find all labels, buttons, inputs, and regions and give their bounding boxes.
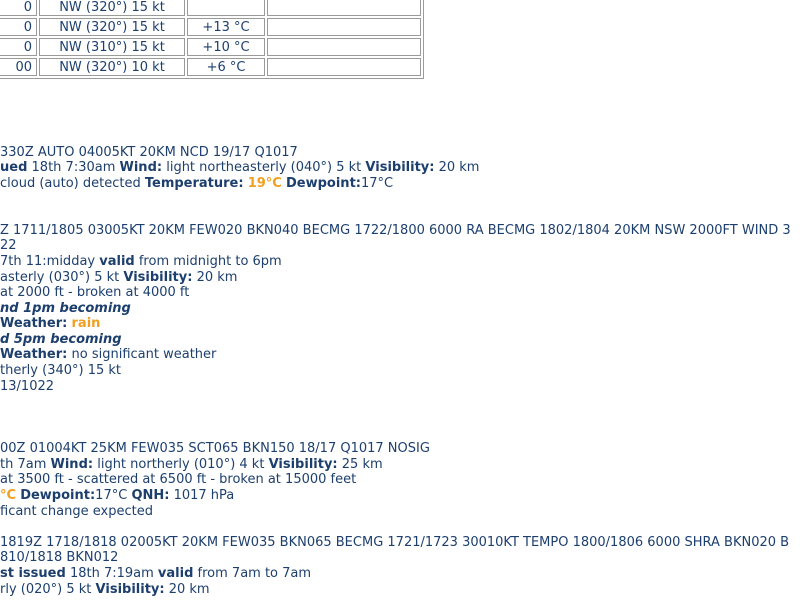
visibility-value: 20 km: [168, 582, 210, 597]
becoming-heading: d 5pm becoming: [0, 332, 122, 347]
visibility-label: Visibility:: [95, 582, 165, 597]
valid-label: valid: [99, 254, 135, 269]
qnh-text: 13/1022: [0, 379, 55, 394]
temperature-label: Temperature:: [144, 176, 244, 191]
visibility-label: Visibility:: [123, 270, 193, 285]
table-row: [0, 0, 421, 16]
visibility-value: 25 km: [341, 457, 383, 472]
weather-label: Weather:: [0, 316, 68, 331]
wind-cell: NW (320°) 15 kt: [39, 18, 185, 36]
wind-value: asterly (030°) 5 kt: [0, 270, 120, 285]
wind-value: light northeasterly (040°) 5 kt: [166, 160, 362, 175]
table-row: [0, 38, 421, 56]
wind-cell: NW (320°) 15 kt: [39, 0, 185, 16]
visibility-label: Visibility:: [365, 160, 435, 175]
temp-cell: +10 °C: [187, 38, 265, 56]
wind-forecast-table: [0, 0, 424, 79]
metar-decoded-line: [0, 160, 479, 176]
taf-raw: 1819Z 1718/1818 02005KT 20KM FEW035 BKN065 BECMG 1721/1723 30010KT TEMPO 1800/1806 6000 SHRA BKN020 B: [0, 535, 790, 550]
weather-line: [0, 347, 216, 363]
issued-value: th 7am: [0, 457, 47, 472]
becoming-heading: nd 1pm becoming: [0, 301, 131, 316]
taf-raw: 22: [0, 238, 17, 253]
cloud-text: at 3500 ft - scattered at 6500 ft - broken at 15000 feet: [0, 472, 357, 487]
temp-cell: +6 °C: [187, 58, 265, 76]
dewpoint-value: 17°C: [360, 176, 394, 191]
cloud-text: at 2000 ft - broken at 4000 ft: [0, 285, 190, 300]
temp-cell: [187, 0, 265, 16]
table-row: [0, 18, 421, 36]
table-cell: 0: [0, 38, 37, 56]
wind-label: Wind:: [50, 457, 94, 472]
weather-value: no significant weather: [71, 347, 217, 362]
table-row: [0, 58, 421, 76]
metar-raw: 00Z 01004KT 25KM FEW035 SCT065 BKN150 18/17 Q1017 NOSIG: [0, 441, 430, 456]
wind-label: Wind:: [119, 160, 163, 175]
metar-decoded-line: [0, 176, 393, 192]
wind-cell: NW (310°) 15 kt: [39, 38, 185, 56]
metar-raw: 330Z AUTO 04005KT 20KM NCD 19/17 Q1017: [0, 145, 298, 160]
visibility-label: Visibility:: [268, 457, 338, 472]
metar-decoded-line: [0, 457, 383, 473]
dewpoint-label: Dewpoint:: [286, 176, 361, 191]
valid-value: from midnight to 6pm: [138, 254, 282, 269]
issued-value: 18th 7:30am: [31, 160, 116, 175]
wind-value: rly (020°) 5 kt: [0, 582, 92, 597]
empty-cell: [267, 0, 421, 16]
wind-cell: NW (320°) 10 kt: [39, 58, 185, 76]
qnh-value: 1017 hPa: [173, 488, 235, 503]
visibility-value: 20 km: [196, 270, 238, 285]
issued-label: ued: [0, 160, 28, 175]
visibility-value: 20 km: [438, 160, 480, 175]
weather-value: rain: [71, 316, 101, 331]
valid-value: from 7am to 7am: [197, 566, 312, 581]
trend-text: ficant change expected: [0, 504, 153, 519]
empty-cell: [267, 58, 421, 76]
taf-decoded-line: [0, 566, 311, 582]
taf-raw: Z 1711/1805 03005KT 20KM FEW020 BKN040 BECMG 1722/1800 6000 RA BECMG 1802/1804 20KM NSW 2000FT WIND 3: [0, 223, 791, 238]
empty-cell: [267, 18, 421, 36]
table-cell: 0: [0, 18, 37, 36]
weather-line: [0, 316, 100, 332]
taf-decoded-line: [0, 254, 282, 270]
dewpoint-label: Dewpoint:: [20, 488, 96, 503]
temperature-value: °C: [0, 488, 17, 503]
taf-decoded-line: [0, 270, 237, 286]
wind-value: light northerly (010°) 4 kt: [97, 457, 265, 472]
valid-label: valid: [157, 566, 194, 581]
empty-cell: [267, 38, 421, 56]
metar-decoded-line: [0, 488, 234, 504]
taf-decoded-line: [0, 582, 210, 598]
temperature-value: 19°C: [247, 176, 282, 191]
issued-value: 7th 11:midday: [0, 254, 96, 269]
cloud-text: cloud (auto) detected: [0, 176, 141, 191]
wind-text: therly (340°) 15 kt: [0, 363, 122, 378]
taf-raw: 810/1818 BKN012: [0, 550, 119, 565]
qnh-label: QNH:: [131, 488, 170, 503]
table-cell: 0: [0, 0, 37, 16]
issued-label: st issued: [0, 566, 66, 581]
weather-label: Weather:: [0, 347, 68, 362]
dewpoint-value: 17°C: [95, 488, 128, 503]
table-cell: 00: [0, 58, 37, 76]
issued-value: 18th 7:19am: [69, 566, 154, 581]
temp-cell: +13 °C: [187, 18, 265, 36]
